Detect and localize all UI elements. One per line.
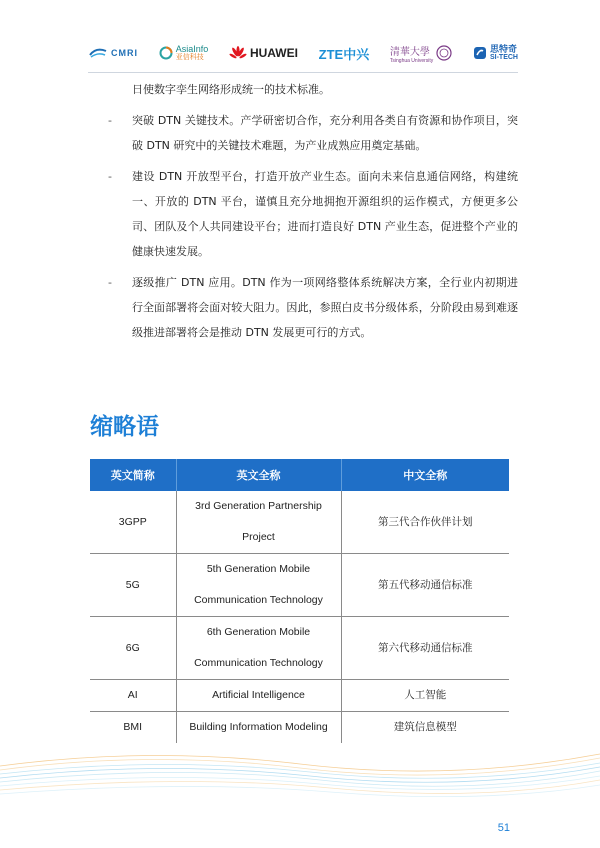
page-header [0, 0, 600, 80]
zte-text: ZTE中兴 [318, 46, 370, 62]
asiainfo-name: AsiaInfo [175, 43, 209, 54]
abbreviation-table [90, 459, 509, 743]
table-row [90, 554, 509, 617]
cell-full [176, 554, 341, 617]
cell-cn: 第五代移动通信标准 [341, 554, 509, 617]
body-text [108, 77, 518, 345]
bullet-item [108, 270, 518, 345]
bullet-dash: - [108, 276, 112, 289]
header-divider [88, 72, 518, 73]
sitech-logo [473, 44, 518, 62]
sitech-cn: 思特奇 [489, 44, 517, 54]
cell-full-line2: Project [242, 531, 275, 543]
cell-full-line1: 3rd Generation Partnership [195, 500, 322, 512]
cell-full-line1: 5th Generation Mobile [206, 563, 311, 575]
column-header-full: 英文全称 [176, 459, 341, 491]
cmri-logo-text: CMRI [111, 48, 138, 58]
bullet-dash: - [108, 114, 112, 127]
decorative-wave [0, 736, 600, 806]
asiainfo-cn: 亚信科技 [175, 53, 204, 61]
tsinghua-cn: 清華大學 [389, 46, 430, 58]
column-header-abbr: 英文简称 [90, 459, 176, 491]
tsinghua-logo [390, 43, 452, 64]
cmri-logo [88, 46, 138, 60]
sitech-mark-icon [473, 46, 487, 60]
cell-abbr: 3GPP [90, 491, 176, 554]
bullet-text: 建设 DTN 开放型平台，打造开放产业生态。面向未来信息通信网络，构建统一、开放的 DTN 平台，谨慎且充分地拥抱开源组织的运作模式，方便更多公司、团队及个人共同建设平台；进而打造良好 DTN 产业生态，促进整个产业的健康快速发展。 [132, 170, 518, 258]
asiainfo-logo [159, 45, 209, 62]
table-header-row [90, 459, 509, 491]
table-row [90, 617, 509, 680]
table-row [90, 680, 509, 712]
intro-continuation: 日使数字孪生网络形成统一的技术标准。 [132, 83, 330, 96]
cell-abbr: BMI [123, 721, 143, 733]
partner-logos [88, 40, 518, 66]
huawei-logo [229, 46, 298, 60]
zte-logo [319, 44, 370, 63]
section-title: 缩略语 [90, 414, 159, 440]
cell-full-line1: 6th Generation Mobile [206, 626, 311, 638]
cmri-swirl-icon [88, 46, 108, 60]
cell-full: Artificial Intelligence [176, 680, 341, 712]
cell-cn: 第三代合作伙伴计划 [341, 491, 509, 554]
huawei-text: HUAWEI [249, 46, 298, 60]
cell-full-line2: Communication Technology [194, 657, 323, 669]
table-row [90, 491, 509, 554]
cell-cn: 人工智能 [341, 680, 509, 712]
tsinghua-seal-icon [436, 45, 452, 61]
bullet-text: 逐级推广 DTN 应用。DTN 作为一项网络整体系统解决方案，全行业内初期进行全面部署将会面对较大阻力。因此，参照白皮书分级体系，分阶段由易到难逐级推进部署将会是推动 DTN 发展更可行的方式。 [132, 276, 518, 339]
tsinghua-en: Tsinghua University [389, 57, 434, 64]
cell-abbr: AI [90, 680, 176, 712]
bullet-dash: - [108, 170, 112, 183]
cell-abbr: 6G [90, 617, 176, 680]
bullet-item [108, 108, 518, 158]
huawei-petal-icon [229, 46, 247, 60]
cell-full [176, 617, 341, 680]
asiainfo-ring-icon [159, 46, 173, 60]
cell-cn: 建筑信息模型 [341, 712, 509, 744]
sitech-en: SI-TECH [489, 54, 518, 61]
bullet-item [108, 164, 518, 264]
cell-full-line2: Communication Technology [194, 594, 323, 606]
cell-full: Building Information Modeling [176, 712, 341, 744]
cell-abbr: 5G [90, 554, 176, 617]
bullet-text: 突破 DTN 关键技术。产学研密切合作，充分利用各类自有资源和协作项目，突破 DTN 研究中的关键技术难题，为产业成熟应用奠定基础。 [132, 114, 518, 152]
page-number: 51 [497, 822, 510, 834]
cell-full [176, 491, 341, 554]
cell-cn: 第六代移动通信标准 [341, 617, 509, 680]
column-header-cn: 中文全称 [341, 459, 509, 491]
